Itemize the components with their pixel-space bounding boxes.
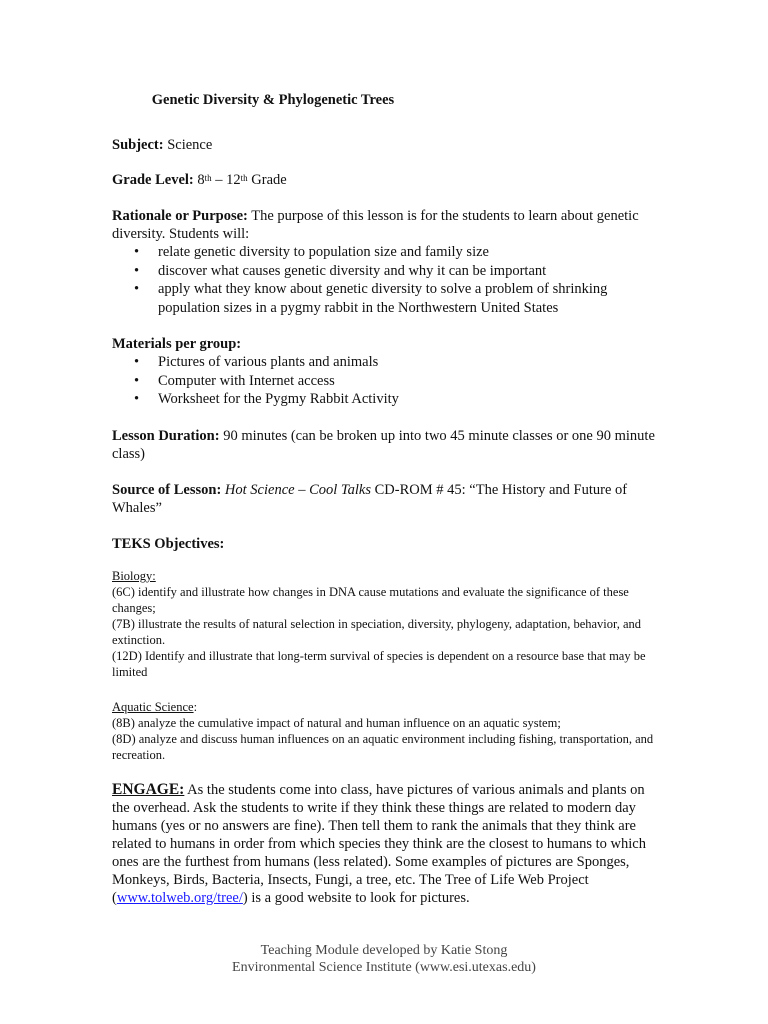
grade-suffix: Grade [251,172,287,188]
source-label: Source of Lesson: [112,482,222,498]
materials-label: Materials per group: [112,336,242,352]
document-title: Genetic Diversity & Phylogenetic Trees [151,92,395,108]
subject-label: Subject: [112,137,164,153]
materials-heading [112,335,241,353]
biology-objective: (7B) illustrate the results of natural selection in speciation, diversity, phylogeny, adaptation, behavior, and extinction. [112,617,641,647]
source-paragraph [112,481,662,517]
footer-line: Environmental Science Institute (www.esi.utexas.edu) [232,960,536,975]
materials-list [112,353,642,409]
grade-line [112,171,287,189]
list-item: • Pictures of various plants and animals [112,353,642,372]
grade-from-sup: th [204,173,212,183]
biology-objective: (12D) Identify and illustrate that long-term survival of species is dependent on a resource base that may be limited [112,649,646,679]
duration-paragraph [112,427,662,463]
engage-label: ENGAGE: [112,781,185,798]
teks-heading [112,535,224,553]
rationale-list [112,243,642,317]
rationale-text: The purpose of this lesson is for the students to learn about genetic diversity. Students will: [112,208,639,242]
engage-paragraph [112,781,662,907]
source-text: CD-ROM # 45: “The History and Future of Whales” [112,482,628,516]
aquatic-colon: : [193,700,198,714]
list-item: • apply what they know about genetic diversity to solve a problem of shrinking population sizes in a pygmy rabbit in the Northwestern United States [112,280,642,317]
grade-to: 12 [226,172,241,188]
rationale-paragraph [112,207,662,243]
engage-text-after: ) is a good website to look for pictures. [242,890,470,906]
duration-label: Lesson Duration: [112,428,220,444]
grade-to-sup: th [240,173,248,183]
list-item: • Worksheet for the Pygmy Rabbit Activity [112,390,642,409]
list-item: • discover what causes genetic diversity and why it can be important [112,262,642,281]
subject-line [112,136,212,154]
grade-label: Grade Level: [112,172,194,188]
biology-section [112,568,662,680]
footer-line: Teaching Module developed by Katie Stong [260,943,508,958]
page-footer [0,942,768,976]
list-item: • Computer with Internet access [112,372,642,391]
teks-label: TEKS Objectives: [112,536,225,552]
aquatic-objective: (8D) analyze and discuss human influences on an aquatic environment including fishing, transportation, and recreation. [112,732,654,762]
list-item: • relate genetic diversity to population size and family size [112,243,642,262]
aquatic-label: Aquatic Science [112,700,194,714]
biology-label: Biology: [112,569,156,583]
subject-value: Science [167,137,213,153]
aquatic-objective: (8B) analyze the cumulative impact of natural and human influence on an aquatic system; [112,716,561,730]
source-italic: Hot Science – Cool Talks [224,482,371,498]
grade-from: 8 [197,172,205,188]
rationale-label: Rationale or Purpose: [112,208,248,224]
duration-text: 90 minutes (can be broken up into two 45 minute classes or one 90 minute class) [112,428,655,462]
aquatic-section [112,699,662,763]
engage-text: As the students come into class, have pictures of various animals and plants on the overhead. Ask the students to write if they think these things are related to modern day humans (yes or no answers are fine). Then tell them to rank the animals that they think are related to humans in order from which species they think are the closest to humans to which ones are the furthest from humans (less related). Some examples of pictures are Sponges, Monkeys, Birds, Bacteria, Insects, Fungi, a tree, etc. The Tree of Life Web Project ( [112,782,646,906]
tolweb-link[interactable]: www.tolweb.org/tree/ [116,890,243,906]
grade-dash: – [215,172,223,188]
biology-objective: (6C) identify and illustrate how changes in DNA cause mutations and evaluate the significance of these changes; [112,585,629,615]
